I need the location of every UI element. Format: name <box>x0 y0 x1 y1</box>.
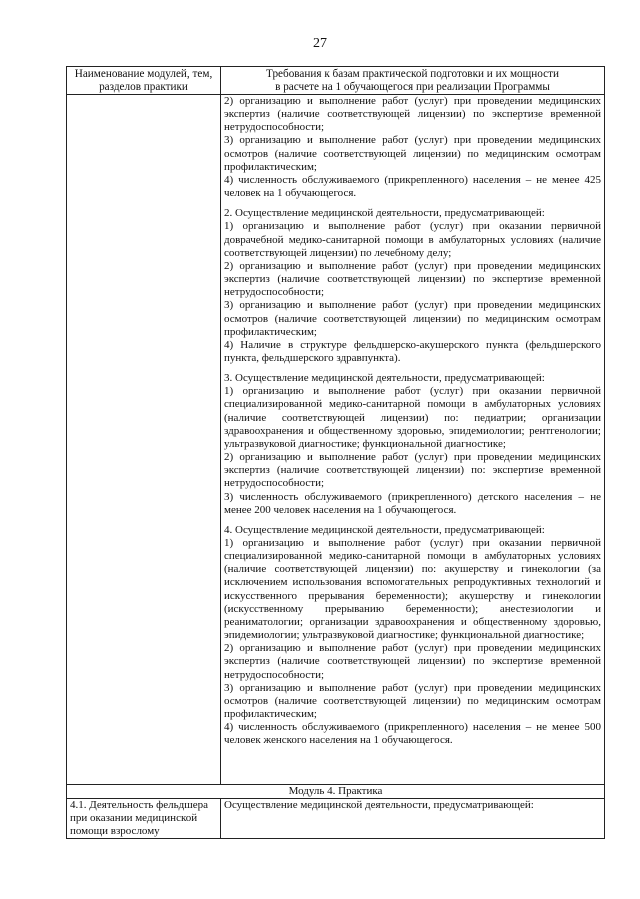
requirement-block <box>224 524 601 748</box>
paragraph: 2) организацию и выполнение работ (услуг) при проведении медицинских экспертиз (наличие соответствующей лицензии) по экспертизе временной нетрудоспособности; <box>224 642 601 681</box>
paragraph: 1) организацию и выполнение работ (услуг) при оказании первичной специализированной медико-санитарной помощи в амбулаторных условиях (наличие соответствующей лицензии) по: педиатрии; организации здравоохранения и общественному здоровью, эпидемиологии; рентгенологии; ультразвуковой диагностике; функциональной диагностике; <box>224 385 601 450</box>
header-line: разделов практики <box>99 81 188 93</box>
paragraph: 3) численность обслуживаемого (прикрепленного) детского населения – не менее 200 человек населения на 1 обучающегося. <box>224 490 601 516</box>
paragraph: 3) организацию и выполнение работ (услуг) при проведении медицинских осмотров (наличие соответствующей лицензии) по медицинским осмотрам профилактическим; <box>224 681 601 721</box>
header-col-requirements <box>221 67 605 95</box>
header-line: в расчете на 1 обучающегося при реализации Программы <box>275 81 550 93</box>
paragraph: 3) организацию и выполнение работ (услуг) при проведении медицинских осмотров (наличие соответствующей лицензии) по медицинским осмотрам профилактическим; <box>224 299 601 338</box>
paragraph: 1) организацию и выполнение работ (услуг) при оказании первичной специализированной медико-санитарной помощи в амбулаторных условиях (наличие соответствующей лицензии) по: акушерству и гинекологии (за исключением использования вспомогательных репродуктивных технологий и искусственного прерывания беременности); акушерству и гинекологии (искусственному прерыванию беременности); анестезиологии и реаниматологии; организации здравоохранения и общественному здоровью, эпидемиологии; ультразвуковой диагностике; функциональной диагностике; <box>224 537 601 642</box>
paragraph: 2) организацию и выполнение работ (услуг) при проведении медицинских экспертиз (наличие соответствующей лицензии) по экспертизе временной нетрудоспособности; <box>224 95 601 134</box>
section-requirement-cell: Осуществление медицинской деятельности, предусматривающей: <box>221 799 605 839</box>
paragraph: 2. Осуществление медицинской деятельности, предусматривающей: <box>224 207 545 220</box>
paragraph: 2) организацию и выполнение работ (услуг) при проведении медицинских экспертиз (наличие соответствующей лицензии) по экспертизе временной нетрудоспособности; <box>224 259 601 299</box>
paragraph: 3) организацию и выполнение работ (услуг) при проведении медицинских осмотров (наличие соответствующей лицензии) по медицинским осмотрам профилактическим; <box>224 134 601 173</box>
paragraph: 4) численность обслуживаемого (прикрепленного) населения – не менее 425 человек на 1 обучающегося. <box>224 173 601 200</box>
section-name-line: при оказании медицинской <box>70 812 198 824</box>
section-name-line: помощи взрослому <box>70 825 160 837</box>
module-title: Модуль 4. Практика <box>67 785 605 799</box>
requirement-block <box>224 372 601 517</box>
header-col-modules <box>67 67 221 95</box>
paragraph: 4) Наличие в структуре фельдшерско-акушерского пункта (фельдшерского пункта, фельдшерского здравпункта). <box>224 338 601 364</box>
paragraph: 3. Осуществление медицинской деятельности, предусматривающей: <box>224 372 545 385</box>
paragraph: 2) организацию и выполнение работ (услуг) при проведении медицинских экспертиз (наличие соответствующей лицензии) по: экспертизе временной нетрудоспособности; <box>224 451 601 490</box>
table-header-row <box>67 67 605 95</box>
table-row <box>67 799 605 839</box>
requirements-table <box>66 66 605 839</box>
section-name-line: 4.1. Деятельность фельдшера <box>70 799 208 811</box>
page-number: 27 <box>313 36 327 51</box>
module-name-cell <box>67 95 221 785</box>
requirement-block <box>224 95 601 200</box>
module-title-row <box>67 785 605 799</box>
requirements-cell <box>221 95 605 785</box>
paragraph: 1) организацию и выполнение работ (услуг) при оказании первичной доврачебной медико-санитарной помощи в амбулаторных условиях (наличие соответствующей лицензии) по лечебному делу; <box>224 220 601 259</box>
paragraph: 4. Осуществление медицинской деятельности, предусматривающей: <box>224 523 545 536</box>
paragraph: 4) численность обслуживаемого (прикрепленного) населения – не менее 500 человек женского населения на 1 обучающегося. <box>224 721 601 747</box>
header-line: Требования к базам практической подготовки и их мощности <box>266 68 559 80</box>
section-name-cell <box>67 799 221 839</box>
requirement-block <box>224 207 601 365</box>
header-line: Наименование модулей, тем, <box>74 68 213 80</box>
table-row <box>67 95 605 785</box>
